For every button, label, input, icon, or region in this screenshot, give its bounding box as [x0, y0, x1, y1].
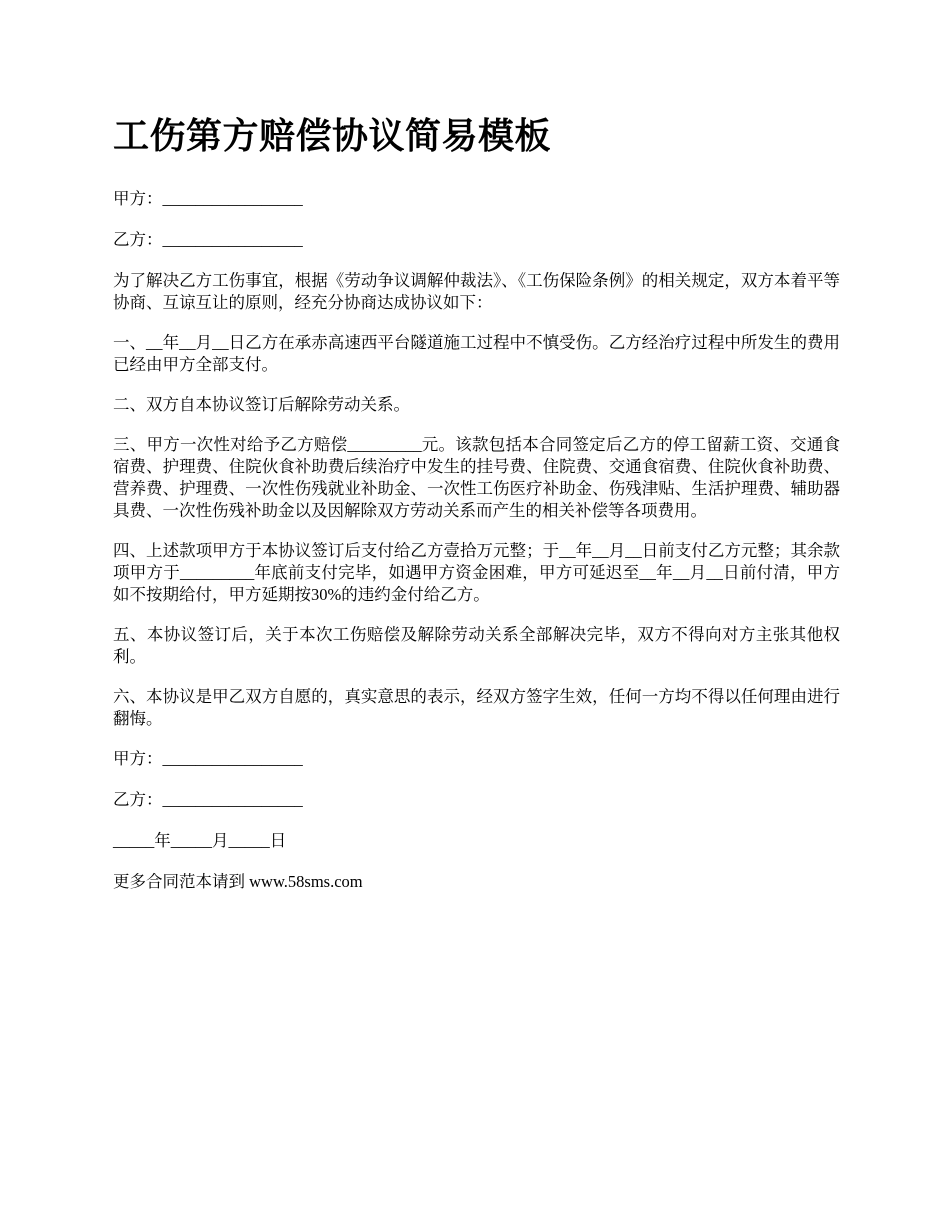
preamble-paragraph: 为了解决乙方工伤事宜，根据《劳动争议调解仲裁法》、《工伤保险条例》的相关规定，双方本着平等协商、互谅互让的原则，经充分协商达成协议如下：	[113, 271, 840, 312]
signature-party-b: 乙方：_________________	[113, 790, 303, 809]
signature-date: _____年_____月_____日	[113, 831, 287, 850]
document-page	[113, 112, 840, 911]
document-title: 工伤第方赔偿协议简易模板	[113, 116, 552, 157]
clause-3: 三、甲方一次性对给予乙方赔偿_________元。该款包括本合同签定后乙方的停工留薪工资、交通食宿费、护理费、住院伙食补助费后续治疗中发生的挂号费、住院费、交通食宿费、住院伙食补助费、营养费、护理费、一次性伤残就业补助金、一次性工伤医疗补助金、伤残津贴、生活护理费、辅助器具费、一次性伤残补助金以及因解除双方劳动关系而产生的相关补偿等各项费用。	[113, 435, 840, 520]
clause-4: 四、上述款项甲方于本协议签订后支付给乙方壹拾万元整；于__年__月__日前支付乙方元整；其余款项甲方于_________年底前支付完毕，如遇甲方资金困难，甲方可延迟至__年__月__日前付清，甲方如不按期给付，甲方延期按30%的违约金付给乙方。	[113, 541, 840, 604]
clause-5: 五、本协议签订后，关于本次工伤赔偿及解除劳动关系全部解决完毕，双方不得向对方主张其他权利。	[113, 625, 840, 666]
clause-6: 六、本协议是甲乙双方自愿的，真实意思的表示，经双方签字生效，任何一方均不得以任何理由进行翻悔。	[113, 687, 840, 728]
party-b-line: 乙方：_________________	[113, 230, 303, 249]
clause-1: 一、__年__月__日乙方在承赤高速西平台隧道施工过程中不慎受伤。乙方经治疗过程中所发生的费用已经由甲方全部支付。	[113, 333, 840, 374]
clause-2: 二、双方自本协议签订后解除劳动关系。	[113, 395, 410, 414]
footer-note: 更多合同范本请到 www.58sms.com	[113, 872, 363, 891]
party-a-line: 甲方：_________________	[113, 189, 303, 208]
signature-party-a: 甲方：_________________	[113, 749, 303, 768]
